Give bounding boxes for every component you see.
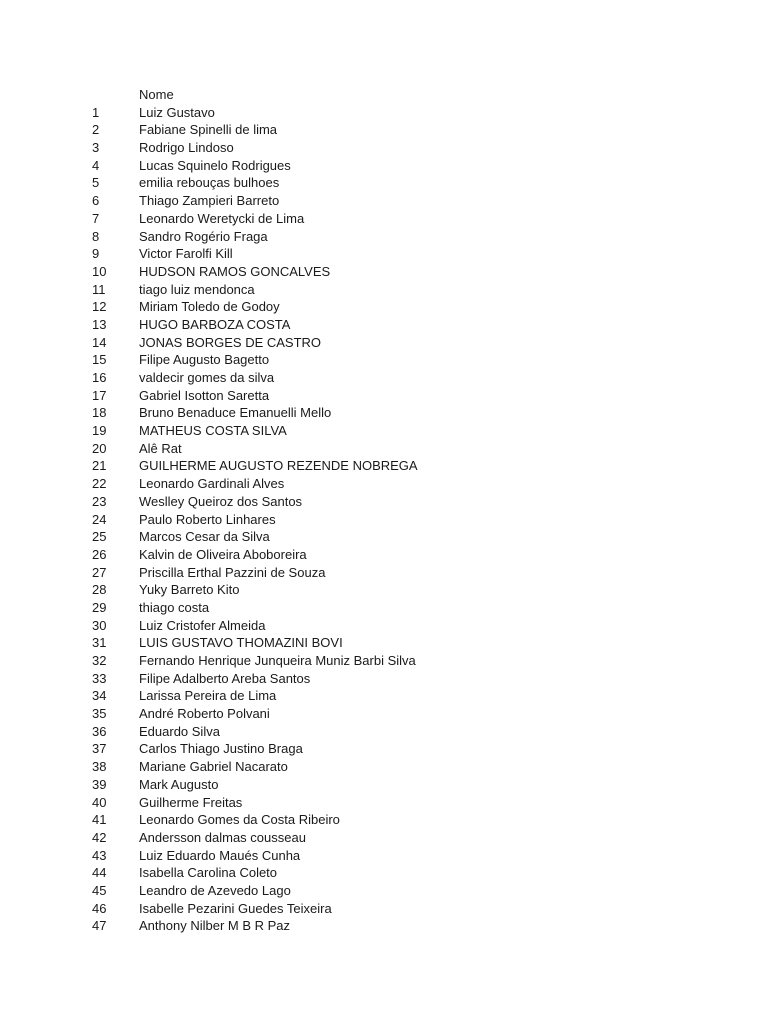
list-item (92, 581, 732, 599)
row-number: 35 (92, 706, 107, 722)
list-item (92, 670, 732, 688)
row-name: tiago luiz mendonca (139, 281, 255, 297)
row-number: 7 (92, 210, 100, 226)
list-item (92, 475, 732, 493)
row-name: Alê Rat (139, 440, 182, 456)
header-row (92, 86, 732, 104)
list-item (92, 210, 732, 228)
row-number: 43 (92, 847, 107, 863)
row-number: 44 (92, 865, 107, 881)
row-name: Kalvin de Oliveira Aboboreira (139, 546, 307, 562)
row-number: 1 (92, 104, 100, 120)
row-name: HUGO BARBOZA COSTA (139, 316, 291, 332)
row-number: 6 (92, 193, 100, 209)
row-name: Mark Augusto (139, 776, 219, 792)
row-number: 20 (92, 440, 107, 456)
row-number: 47 (92, 918, 107, 934)
row-name: Victor Farolfi Kill (139, 246, 233, 262)
row-number: 11 (92, 281, 106, 297)
list-item (92, 546, 732, 564)
list-item (92, 404, 732, 422)
row-number: 41 (92, 812, 107, 828)
list-item (92, 829, 732, 847)
row-name: Luiz Cristofer Almeida (139, 617, 266, 633)
list-item (92, 457, 732, 475)
list-item (92, 298, 732, 316)
list-item (92, 316, 732, 334)
row-number: 29 (92, 599, 107, 615)
list-item (92, 687, 732, 705)
row-number: 32 (92, 653, 107, 668)
row-number: 46 (92, 900, 107, 916)
list-item (92, 440, 732, 458)
list-item (92, 776, 732, 794)
header-name-cell: Nome (139, 87, 174, 102)
row-number: 25 (92, 529, 107, 545)
row-number: 16 (92, 370, 107, 385)
list-item (92, 387, 732, 405)
list-item (92, 422, 732, 440)
list-item (92, 864, 732, 882)
row-number: 24 (92, 511, 107, 527)
list-item (92, 157, 732, 175)
name-list (92, 86, 732, 935)
row-name: Anthony Nilber M B R Paz (139, 918, 291, 934)
list-item (92, 139, 732, 157)
row-name: Lucas Squinelo Rodrigues (139, 157, 291, 173)
row-name: Fernando Henrique Junqueira Muniz Barbi Silva (139, 653, 416, 668)
row-number: 27 (92, 564, 107, 580)
row-name: Filipe Augusto Bagetto (139, 352, 270, 368)
row-name: Marcos Cesar da Silva (139, 529, 270, 545)
row-name: Leonardo Weretycki de Lima (139, 210, 305, 226)
row-name: JONAS BORGES DE CASTRO (139, 334, 322, 350)
list-item (92, 245, 732, 263)
row-number: 37 (92, 741, 107, 757)
list-item (92, 564, 732, 582)
list-item (92, 617, 732, 635)
list-item (92, 174, 732, 192)
row-name: Thiago Zampieri Barreto (139, 193, 280, 209)
list-item (92, 121, 732, 139)
row-number: 5 (92, 175, 100, 191)
row-number: 23 (92, 493, 107, 509)
list-item (92, 811, 732, 829)
row-number: 30 (92, 617, 107, 633)
row-number: 17 (92, 387, 107, 403)
row-name: thiago costa (139, 599, 210, 615)
row-number: 10 (92, 263, 107, 279)
row-name: Leandro de Azevedo Lago (139, 882, 291, 898)
row-name: Bruno Benaduce Emanuelli Mello (139, 405, 332, 421)
row-number: 8 (92, 228, 100, 244)
list-item (92, 511, 732, 529)
row-name: André Roberto Polvani (139, 706, 270, 722)
row-number: 36 (92, 723, 107, 739)
list-item (92, 882, 732, 900)
row-name: HUDSON RAMOS GONCALVES (139, 263, 331, 279)
row-name: Mariane Gabriel Nacarato (139, 759, 288, 775)
row-number: 12 (92, 299, 107, 315)
row-number: 40 (92, 794, 107, 810)
list-item (92, 634, 732, 652)
list-item (92, 847, 732, 865)
row-number: 38 (92, 759, 107, 775)
row-name: Leonardo Gardinali Alves (139, 476, 285, 492)
row-name: Sandro Rogério Fraga (139, 228, 268, 244)
row-name: Larissa Pereira de Lima (139, 688, 277, 704)
row-name: Filipe Adalberto Areba Santos (139, 670, 311, 686)
row-name: Gabriel Isotton Saretta (139, 387, 270, 403)
row-number: 4 (92, 157, 100, 173)
list-item (92, 794, 732, 812)
row-name: Isabella Carolina Coleto (139, 865, 278, 881)
row-number: 18 (92, 405, 107, 421)
row-number: 22 (92, 476, 107, 492)
row-name: LUIS GUSTAVO THOMAZINI BOVI (139, 635, 343, 651)
row-number: 31 (92, 635, 107, 651)
row-number: 33 (92, 670, 107, 686)
row-number: 26 (92, 546, 107, 562)
list-item (92, 104, 732, 122)
list-item (92, 493, 732, 511)
list-item (92, 281, 732, 299)
row-name: valdecir gomes da silva (139, 370, 275, 385)
list-item (92, 652, 732, 670)
row-name: emilia rebouças bulhoes (139, 175, 280, 191)
row-name: Paulo Roberto Linhares (139, 511, 276, 527)
list-item (92, 758, 732, 776)
row-number: 15 (92, 352, 107, 368)
row-number: 45 (92, 882, 107, 898)
row-number: 34 (92, 688, 107, 704)
list-item (92, 334, 732, 352)
list-item (92, 528, 732, 546)
list-item (92, 228, 732, 246)
row-name: Guilherme Freitas (139, 794, 243, 810)
row-number: 39 (92, 776, 107, 792)
row-name: GUILHERME AUGUSTO REZENDE NOBREGA (139, 458, 418, 474)
row-name: MATHEUS COSTA SILVA (139, 423, 287, 439)
list-item (92, 917, 732, 935)
list-item (92, 263, 732, 281)
row-name: Isabelle Pezarini Guedes Teixeira (139, 900, 332, 916)
row-number: 3 (92, 140, 100, 156)
row-name: Luiz Eduardo Maués Cunha (139, 847, 301, 863)
row-name: Carlos Thiago Justino Braga (139, 741, 303, 757)
row-number: 9 (92, 246, 100, 262)
row-name: Yuky Barreto Kito (139, 582, 240, 598)
list-item (92, 369, 732, 387)
list-item (92, 900, 732, 918)
row-name: Leonardo Gomes da Costa Ribeiro (139, 812, 340, 828)
list-item (92, 723, 732, 741)
row-name: Eduardo Silva (139, 723, 220, 739)
row-number: 13 (92, 316, 107, 332)
row-name: Weslley Queiroz dos Santos (139, 493, 303, 509)
list-item (92, 192, 732, 210)
row-name: Priscilla Erthal Pazzini de Souza (139, 564, 326, 580)
row-name: Fabiane Spinelli de lima (139, 122, 278, 138)
list-item (92, 599, 732, 617)
row-name: Luiz Gustavo (139, 104, 215, 120)
row-number: 19 (92, 423, 107, 439)
row-number: 28 (92, 582, 107, 598)
row-number: 14 (92, 334, 107, 350)
row-name: Miriam Toledo de Godoy (139, 299, 280, 315)
list-item (92, 351, 732, 369)
row-name: Rodrigo Lindoso (139, 140, 234, 156)
list-item (92, 740, 732, 758)
row-number: 42 (92, 829, 107, 845)
row-number: 21 (92, 458, 107, 474)
list-item (92, 705, 732, 723)
row-number: 2 (92, 122, 100, 138)
row-name: Andersson dalmas cousseau (139, 829, 306, 845)
